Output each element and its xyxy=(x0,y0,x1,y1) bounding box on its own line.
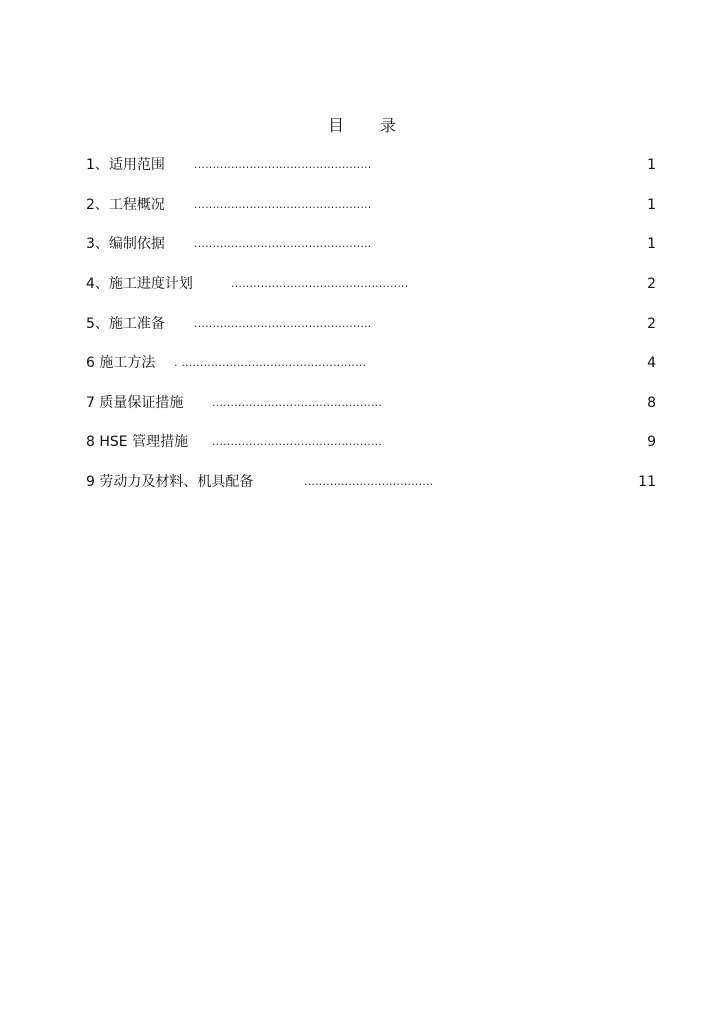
toc-entry-page: 1 xyxy=(647,157,656,173)
toc-entry-page: 9 xyxy=(647,434,656,450)
toc-entry-label: 2、工程概况 xyxy=(86,197,165,213)
toc-entry-label: 9 劳动力及材料、机具配备 xyxy=(86,474,254,490)
toc-entry-leader: .............................................. xyxy=(212,435,383,448)
toc-title-char-2: 录 xyxy=(380,116,397,135)
toc-entry-6[interactable] xyxy=(86,353,656,373)
toc-title xyxy=(0,116,724,136)
toc-entry-label: 3、编制依据 xyxy=(86,236,165,252)
toc-entry-label: 5、施工准备 xyxy=(86,316,165,332)
toc-entry-leader: ................................... xyxy=(304,475,434,488)
toc-entry-label: 4、施工进度计划 xyxy=(86,276,193,292)
toc-entry-leader: ................................................ xyxy=(194,158,372,171)
toc-entry-7[interactable] xyxy=(86,393,656,413)
toc-entry-page: 1 xyxy=(647,197,656,213)
toc-entry-5[interactable] xyxy=(86,314,656,334)
toc-entry-4[interactable] xyxy=(86,274,656,294)
toc-entry-leader: . .................................................. xyxy=(174,356,367,369)
toc-entry-page: 1 xyxy=(647,236,656,252)
toc-entry-9[interactable] xyxy=(86,472,656,492)
toc-entry-page: 8 xyxy=(647,395,656,411)
toc-entry-2[interactable] xyxy=(86,195,656,215)
toc-entry-leader: ................................................ xyxy=(194,198,372,211)
toc-entry-page: 11 xyxy=(638,474,656,490)
toc-entry-leader: .............................................. xyxy=(212,396,383,409)
toc-entry-leader: ................................................ xyxy=(231,277,409,290)
toc-entry-label: 1、适用范围 xyxy=(86,157,165,173)
toc-entry-page: 2 xyxy=(647,276,656,292)
toc-entry-3[interactable] xyxy=(86,234,656,254)
toc-entry-leader: ................................................ xyxy=(194,317,372,330)
toc-entry-8[interactable] xyxy=(86,432,656,452)
toc-entry-label: 6 施工方法 xyxy=(86,355,156,371)
toc-entry-label: 8 HSE 管理措施 xyxy=(86,434,189,450)
toc-entry-label: 7 质量保证措施 xyxy=(86,395,184,411)
toc-entry-leader: ................................................ xyxy=(194,237,372,250)
toc-entry-1[interactable] xyxy=(86,155,656,175)
toc-entry-page: 2 xyxy=(647,316,656,332)
toc-title-char-1: 目 xyxy=(327,116,344,135)
toc-entry-page: 4 xyxy=(647,355,656,371)
